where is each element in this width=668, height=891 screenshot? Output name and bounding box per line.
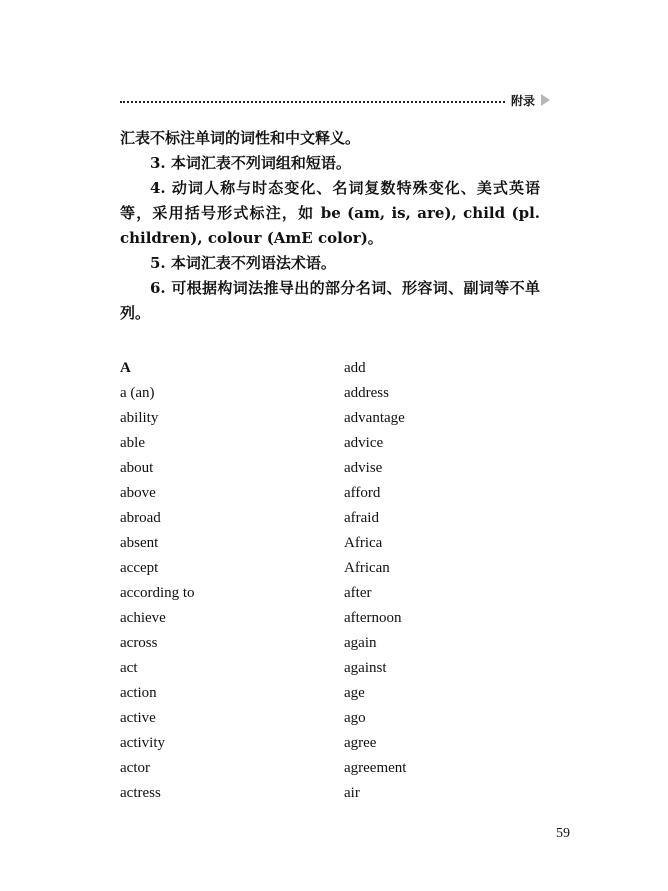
word-entry: ability [120, 410, 159, 426]
word-entry: absent [120, 535, 159, 551]
word-column-left [120, 356, 195, 806]
word-entry: address [344, 385, 389, 401]
word-entry: A [120, 360, 131, 376]
word-entry: against [344, 660, 387, 676]
intro-item-4: 4. 动词人称与时态变化、名词复数特殊变化、美式英语等，采用括号形式标注，如 be (am, is, are), child (pl. children), colour (AmE color)。 [120, 179, 540, 247]
word-entry: act [120, 660, 138, 676]
header-dotted-rule [120, 101, 505, 103]
word-entry: able [120, 435, 145, 451]
word-entry: active [120, 710, 156, 726]
word-entry: actress [120, 785, 161, 801]
word-entry: about [120, 460, 154, 476]
word-entry: activity [120, 735, 165, 751]
arrow-right-icon [541, 94, 550, 106]
word-entry: accept [120, 560, 159, 576]
word-entry: after [344, 585, 372, 601]
intro-line-1: 汇表不标注单词的词性和中文释义。 [120, 129, 361, 147]
intro-item-5: 5. 本词汇表不列语法术语。 [150, 254, 336, 272]
word-entry: advise [344, 460, 383, 476]
word-entry: afternoon [344, 610, 402, 626]
word-entry: according to [120, 585, 195, 601]
word-column-right [344, 356, 406, 806]
word-entry: air [344, 785, 360, 801]
word-entry: achieve [120, 610, 166, 626]
word-entry: again [344, 635, 377, 651]
word-entry: add [344, 360, 366, 376]
word-entry: advice [344, 435, 384, 451]
word-entry: Africa [344, 535, 383, 551]
word-entry: abroad [120, 510, 161, 526]
page-number: 59 [556, 826, 570, 841]
intro-text [120, 126, 540, 326]
intro-item-3: 3. 本词汇表不列词组和短语。 [150, 154, 351, 172]
word-entry: above [120, 485, 156, 501]
word-entry: afraid [344, 510, 379, 526]
word-entry: agreement [344, 760, 407, 776]
intro-item-6: 6. 可根据构词法推导出的部分名词、形容词、副词等不单列。 [120, 279, 540, 322]
word-entry: African [344, 560, 390, 576]
word-entry: age [344, 685, 365, 701]
word-entry: afford [344, 485, 381, 501]
section-label: 附录 [511, 94, 536, 108]
word-entry: action [120, 685, 157, 701]
word-entry: advantage [344, 410, 405, 426]
word-entry: across [120, 635, 158, 651]
word-entry: agree [344, 735, 377, 751]
word-entry: ago [344, 710, 366, 726]
word-entry: actor [120, 760, 150, 776]
word-entry: a (an) [120, 385, 155, 401]
